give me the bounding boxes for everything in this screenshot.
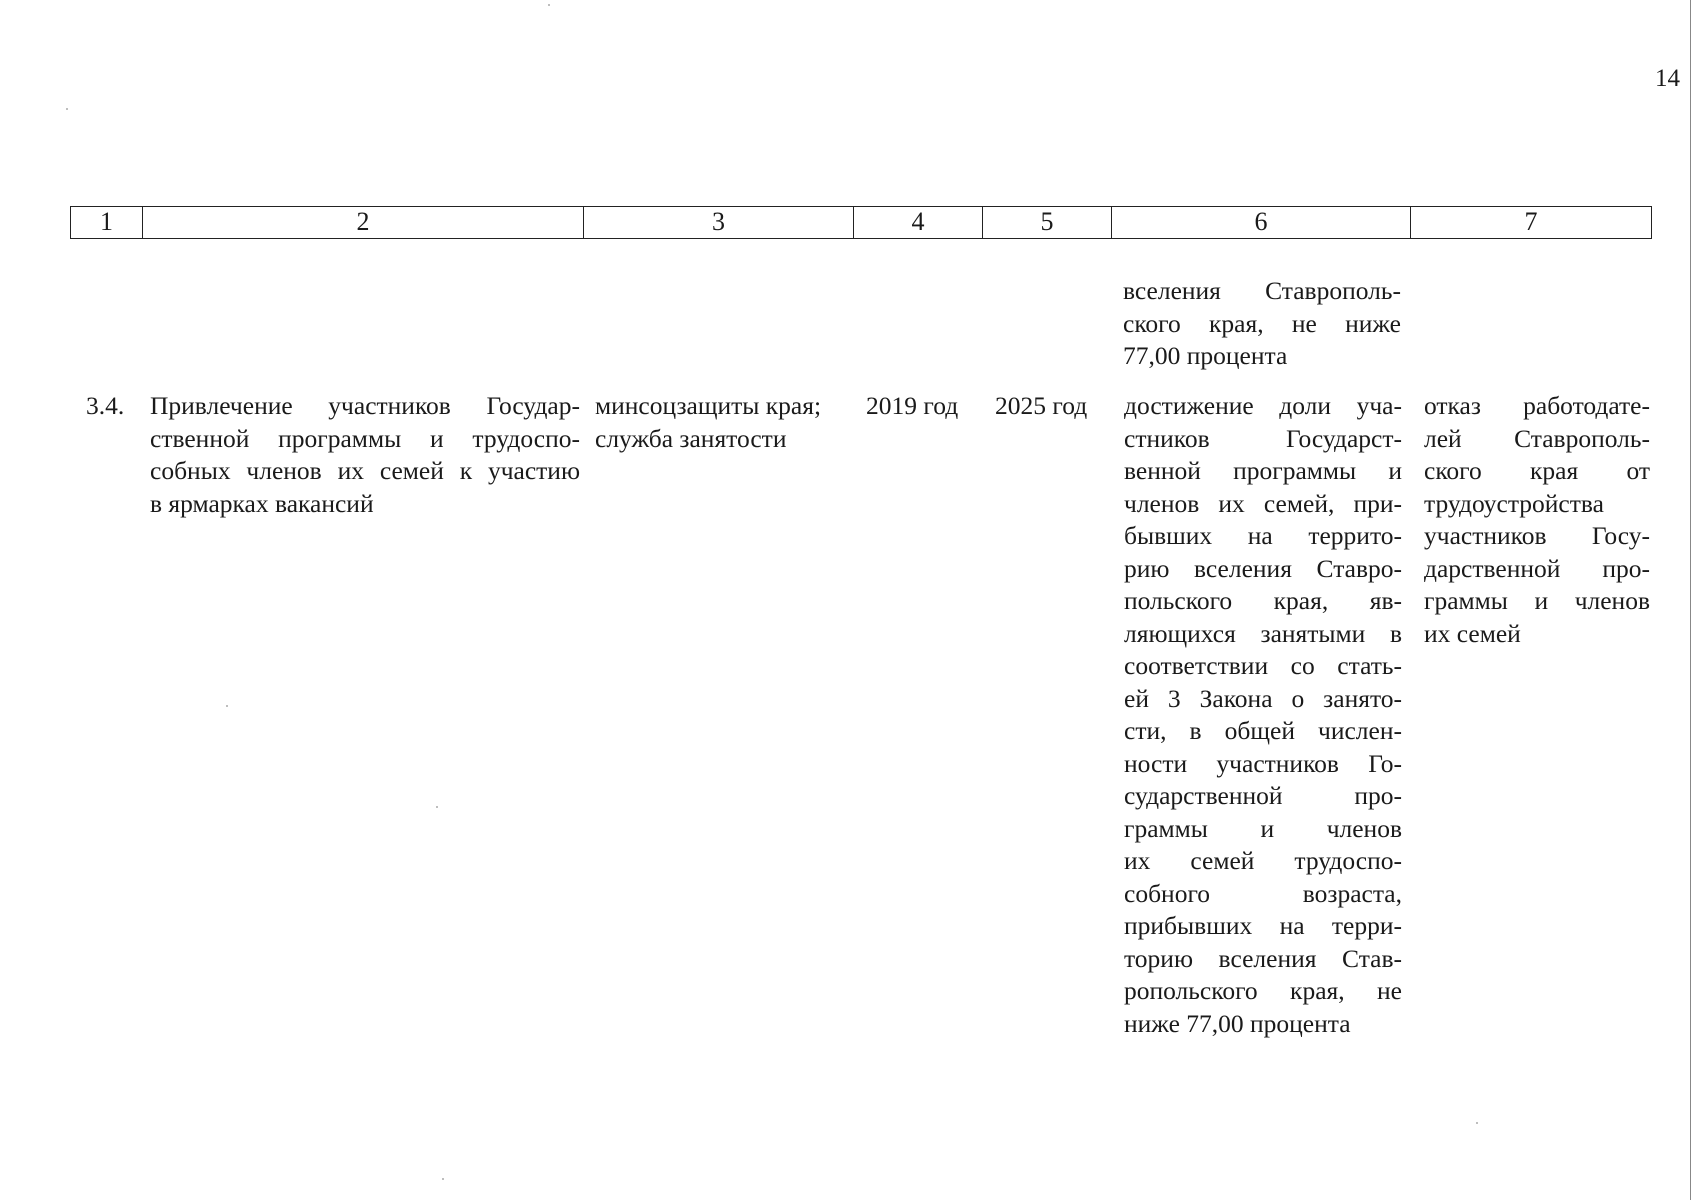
text-line: вселения Ставрополь- — [1123, 276, 1401, 305]
text-line: собных членов их семей к участию — [150, 456, 580, 485]
continuation-result-cell — [1123, 275, 1401, 373]
text-line: стников Государст- — [1124, 423, 1402, 453]
scan-speck — [1476, 1122, 1478, 1124]
scan-speck — [66, 108, 68, 110]
text-line: лей Ставрополь- — [1424, 423, 1650, 453]
text-line: соответствии со стать- — [1124, 651, 1402, 680]
page-number: 14 — [1655, 65, 1680, 92]
text-line: их семей трудоспо- — [1124, 846, 1402, 875]
column-header-7: 7 — [1524, 207, 1538, 236]
row-number: 3.4. — [86, 391, 125, 420]
text-line: сти, в общей числен- — [1124, 716, 1402, 745]
text-line: ляющихся занятыми в — [1124, 618, 1402, 648]
text-line: ности участников Го- — [1124, 748, 1402, 778]
text-line: ниже 77,00 процента — [1124, 1008, 1351, 1038]
scan-speck — [226, 705, 228, 707]
text-line: торию вселения Став- — [1124, 943, 1402, 973]
text-line: 77,00 процента — [1123, 341, 1288, 370]
text-line: собного возраста, — [1124, 878, 1402, 908]
result-cell — [1124, 390, 1402, 1040]
text-line: членов их семей, при- — [1124, 488, 1402, 518]
end-year-cell: 2025 год — [995, 391, 1088, 420]
column-number-header — [70, 206, 1652, 239]
text-line: ропольского края, не — [1124, 976, 1402, 1005]
text-line: польского края, яв- — [1124, 586, 1402, 615]
text-line: венной программы и — [1124, 456, 1402, 485]
column-header-5: 5 — [983, 207, 1112, 238]
column-header-3: 3 — [584, 207, 854, 238]
text-line: ственной программы и трудоспо- — [150, 423, 580, 453]
column-header-2: 2 — [143, 207, 584, 238]
text-line: в ярмарках вакансий — [150, 488, 374, 518]
executor-cell — [595, 390, 821, 455]
scan-speck — [548, 4, 550, 6]
text-line: рию вселения Ставро- — [1124, 553, 1402, 583]
text-line: трудоустройства — [1424, 488, 1604, 518]
text-line: ей 3 Закона о занято- — [1124, 683, 1402, 713]
text-line: граммы и членов — [1424, 586, 1650, 615]
text-line: Привлечение участников Государ- — [150, 391, 580, 420]
text-line: дарственной про- — [1424, 553, 1650, 583]
text-line: граммы и членов — [1124, 813, 1402, 843]
text-line: прибывших на терри- — [1124, 911, 1402, 940]
text-line: ского края от — [1424, 456, 1650, 485]
column-header-1: 1 — [71, 207, 143, 238]
column-header-6: 6 — [1112, 207, 1411, 238]
text-line: участников Госу- — [1424, 521, 1650, 550]
scan-speck — [442, 1178, 444, 1180]
text-line: отказ работодате- — [1424, 391, 1650, 420]
start-year-cell: 2019 год — [866, 391, 959, 420]
text-line: достижение доли уча- — [1124, 391, 1402, 420]
text-line: их семей — [1424, 618, 1521, 648]
text-line: ского края, не ниже — [1123, 308, 1401, 338]
scan-edge-line — [1690, 0, 1691, 1200]
activity-cell — [150, 390, 580, 520]
risk-cell — [1424, 390, 1650, 650]
text-line: служба занятости — [595, 423, 787, 453]
column-header-4: 4 — [854, 207, 983, 238]
text-line: сударственной про- — [1124, 781, 1402, 810]
text-line: бывших на террито- — [1124, 521, 1402, 550]
scan-speck — [436, 806, 438, 808]
text-line: минсоцзащиты края; — [595, 391, 822, 420]
